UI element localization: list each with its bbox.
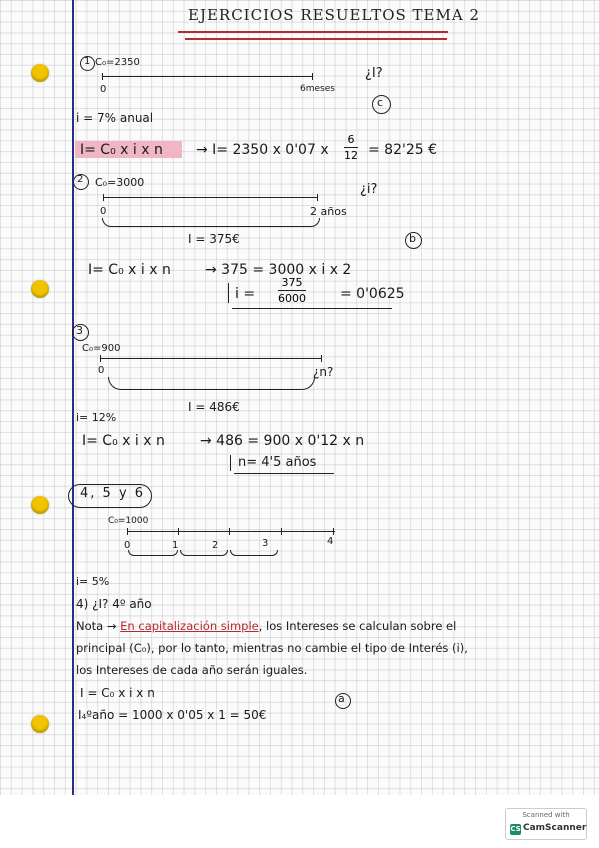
ex1-calc: → I= 2350 x 0'07 x — [196, 142, 329, 158]
margin-line — [72, 0, 74, 795]
ex2-tick — [317, 194, 318, 201]
ex4-brace — [230, 550, 278, 556]
ex4-question: 4) ¿I? 4º año — [76, 597, 152, 611]
note-text: , los Intereses se calculan sobre el — [258, 619, 457, 633]
ex1-frac-den: 12 — [344, 149, 358, 162]
ex3-box-left — [230, 455, 231, 471]
ex1-rate: i = 7% anual — [76, 111, 154, 125]
ex3-calc2: n= 4'5 años — [238, 455, 317, 470]
ex2-result: = 0'0625 — [340, 286, 405, 302]
ex4-rate: i= 5% — [76, 575, 110, 588]
ex1-end: 6meses — [300, 84, 335, 94]
scanner-line1: Scanned with — [522, 811, 570, 819]
ex1-result: = 82'25 € — [368, 142, 438, 158]
ex2-frac-num: 375 — [281, 276, 303, 289]
ex4-tick-label: 4 — [327, 536, 334, 547]
camscanner-logo-icon: CS — [510, 825, 521, 833]
ex2-timeline — [103, 197, 318, 198]
ex3-timeline — [100, 358, 322, 359]
ex2-calc2: i = — [235, 286, 256, 302]
ex1-frac-num: 6 — [347, 133, 355, 146]
ex1-capital: C₀=2350 — [95, 57, 140, 68]
title-underline — [185, 38, 447, 40]
ex4-calc: I₄ºaño = 1000 x 0'05 x 1 = 50€ — [78, 708, 267, 722]
note-line-2: principal (C₀), por lo tanto, mientras no cambie el tipo de Interés (i), — [76, 641, 468, 655]
note-line-3: los Intereses de cada año serán iguales. — [76, 663, 308, 677]
ex4-tick — [178, 528, 179, 535]
ex2-tick — [103, 194, 104, 201]
ex4-tick — [281, 528, 282, 535]
ex3-brace — [108, 377, 315, 390]
ex3-calc1: → 486 = 900 x 0'12 x n — [200, 433, 365, 449]
ex4-tick-label: 1 — [172, 540, 179, 551]
ex4-answer: a — [338, 692, 345, 705]
ex3-capital: C₀=900 — [82, 343, 121, 354]
ex4-tick-label: 2 — [212, 540, 219, 551]
ex4-tick — [127, 528, 128, 535]
ex2-box-bottom — [232, 308, 392, 309]
ex1-fraction — [344, 133, 358, 162]
note-prefix: Nota → — [76, 619, 117, 633]
ex1-timeline — [102, 76, 313, 77]
ex2-capital: C₀=3000 — [95, 176, 145, 189]
ex1-answer: c — [377, 96, 384, 109]
note-highlight: En capitalización simple — [120, 619, 259, 633]
ex2-end: 2 años — [310, 205, 347, 218]
ex2-start: 0 — [100, 206, 107, 217]
ex4-tick-label: 3 — [262, 538, 269, 549]
ex1-formula: I= C₀ x i x n — [80, 142, 163, 158]
title-underline — [178, 31, 448, 33]
ex3-formula: I= C₀ x i x n — [82, 433, 165, 449]
ex2-formula: I= C₀ x i x n — [88, 262, 171, 278]
ex2-fraction — [278, 276, 306, 305]
ex4-brace — [180, 550, 228, 556]
ex1-start: 0 — [100, 84, 107, 95]
ex3-interest: I = 486€ — [188, 400, 240, 414]
ex2-interest: I = 375€ — [188, 232, 240, 246]
scanner-line2: CamScanner — [523, 823, 587, 833]
ex4-capital: C₀=1000 — [108, 516, 149, 526]
ex3-tick — [100, 355, 101, 362]
ex2-answer: b — [409, 232, 416, 245]
ex3-tick — [321, 355, 322, 362]
ex2-calc1: → 375 = 3000 x i x 2 — [205, 262, 352, 278]
ex2-question: ¿i? — [360, 182, 378, 197]
ex1-tick — [312, 73, 313, 80]
ex2-frac-den: 6000 — [278, 292, 306, 305]
ex4-tick-label: 0 — [124, 540, 131, 551]
ex4-timeline — [127, 531, 335, 532]
ex3-start: 0 — [98, 365, 105, 376]
ex4-formula: I = C₀ x i x n — [80, 686, 155, 700]
note-line-1 — [76, 619, 456, 633]
ex1-number: 1 — [84, 56, 91, 67]
binder-hole — [31, 280, 49, 298]
ex3-question: ¿n? — [313, 365, 334, 379]
ex4-tick — [229, 528, 230, 535]
ex3-number: 3 — [76, 324, 83, 337]
ex1-tick — [102, 73, 103, 80]
ex3-box-bottom — [234, 473, 334, 474]
camscanner-badge — [505, 808, 587, 840]
binder-hole — [31, 715, 49, 733]
ex4-label: 4, 5 y 6 — [80, 486, 146, 501]
page-title: EJERCICIOS RESUELTOS TEMA 2 — [188, 6, 481, 24]
ex4-brace — [128, 550, 178, 556]
binder-hole — [31, 64, 49, 82]
ex1-question: ¿I? — [365, 66, 383, 81]
ex4-tick — [333, 528, 334, 535]
ex2-number: 2 — [77, 174, 84, 185]
ex3-rate: i= 12% — [76, 411, 117, 424]
ex2-brace — [102, 218, 320, 227]
ex2-box-left — [228, 283, 229, 303]
binder-hole — [31, 496, 49, 514]
